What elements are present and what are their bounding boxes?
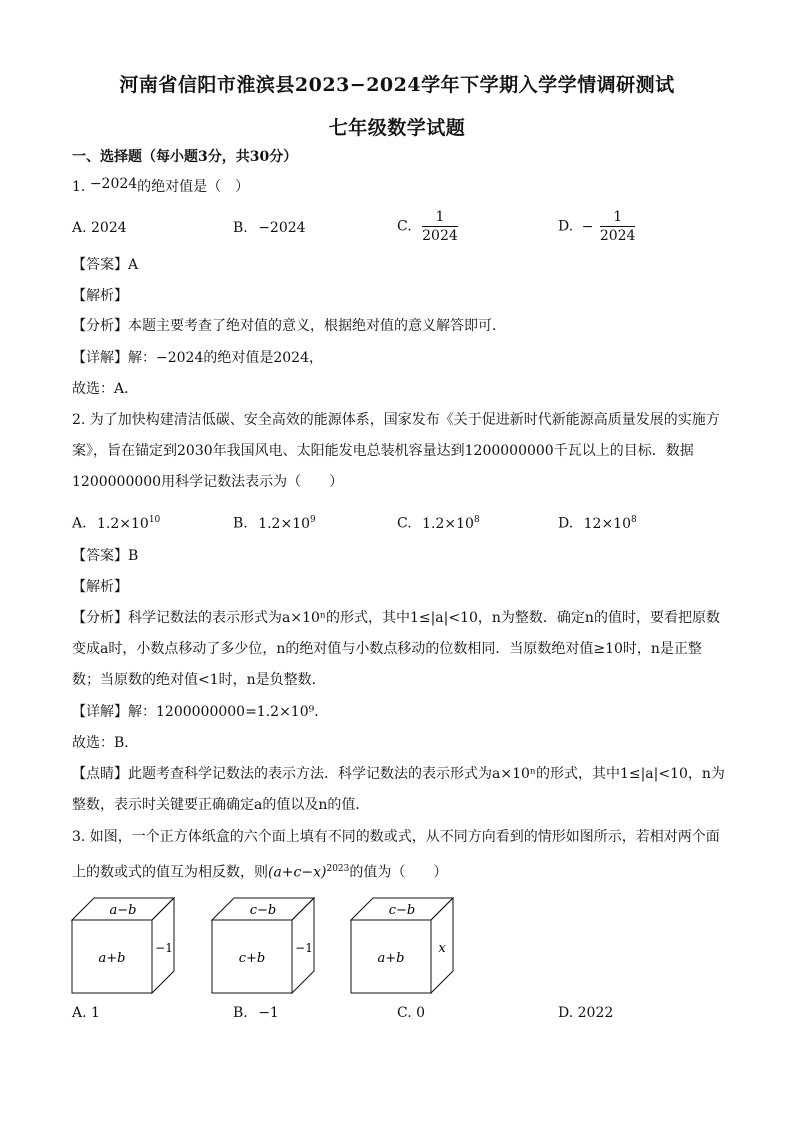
q1-stem-math: −2024 [89,176,138,192]
q1-analysis-heading: 【解析】 [72,288,128,304]
q1-stem-text: 的绝对值是（ ） [137,179,250,195]
q2-detail: 【详解】解：1200000000=1.2×10⁹． [72,704,329,720]
q2-choose: 故选：B． [72,735,139,751]
exam-title: 河南省信阳市淮滨县2023−2024学年下学期入学学情调研测试 [119,74,675,96]
q3-option-a: A. 1 [72,1005,100,1021]
q1-option-d: D. − $\frac{1}{2024}$ [558,209,636,244]
cube-2-front-label: c+b [238,951,266,966]
exam-subtitle: 七年级数学试题 [328,117,466,139]
cube-3-top-label: c−b [388,903,416,918]
q3-option-d: D. 2022 [558,1005,614,1021]
q1-analysis: 【分析】本题主要考查了绝对值的意义，根据绝对值的意义解答即可． [72,318,506,334]
cube-3 [351,898,453,993]
q1-option-c-fraction: $\frac{1}{2024}$ [422,209,458,244]
q2-analysis-line2: 变成a时，小数点移动了多少位，n的绝对值与小数点移动的位数相同．当原数绝对值≥10时，n是正整 [72,641,702,657]
q2-stem-line1: 2. 为了加快构建清洁低碳、安全高效的能源体系，国家发布《关于促进新时代新能源高质量发展的实施方 [72,412,720,428]
q2-option-c: C. $1.2\times 10^8$ [397,515,480,532]
q3-stem-line1: 3. 如图，一个正方体纸盒的六个面上填有不同的数或式，从不同方向看到的情形如图所示，若相对两个面 [72,829,720,845]
q2-comment-line1: 【点睛】此题考查科学记数法的表示方法．科学记数法的表示形式为a×10ⁿ的形式，其中1≤|a|<10，n为 [72,766,725,782]
q1-number: 1. [72,179,86,195]
q3-cubes-figure [60,890,480,1000]
q1-option-c: C. $\frac{1}{2024}$ [397,209,458,244]
cube-2 [212,898,314,993]
q1-detail: 【详解】解：−2024的绝对值是2024， [72,350,323,366]
q1-option-b: B. −2024 [233,220,306,236]
q3-expression: (a+c−x) [268,864,327,881]
q2-analysis-line3: 数；当原数的绝对值<1时，n是负整数． [72,672,326,688]
q1-option-d-fraction: $\frac{1}{2024}$ [599,209,636,244]
cube-3-front-label: a+b [377,951,405,966]
cube-1-front-label: a+b [98,951,126,966]
cube-3-side-label: x [438,941,446,956]
cube-1 [72,898,174,993]
q1-stem [72,177,249,197]
q3-option-b: B. −1 [233,1005,279,1021]
q2-option-a: A. $1.2\times 10^{10}$ [72,515,161,532]
q1-answer: 【答案】A [72,257,139,273]
cube-2-top-label: c−b [249,903,277,918]
section-heading: 一、选择题（每小题3分，共30分） [72,149,298,165]
q3-stem-line2: 上的数或式的值互为相反数，则$(a+c-x)^{2023}$的值为（ ） [72,864,448,881]
cube-2-side-label: −1 [295,941,313,955]
cube-1-top-label: a−b [109,903,137,918]
q2-analysis-heading: 【解析】 [72,579,128,595]
q2-stem-line3: 1200000000用科学记数法表示为（ ） [72,474,344,490]
cube-1-side-label: −1 [155,941,173,955]
q2-comment-line2: 整数，表示时关键要正确确定a的值以及n的值． [72,797,370,813]
q2-option-d: D. $12\times 10^8$ [558,515,637,532]
q2-analysis-line1: 【分析】科学记数法的表示形式为a×10ⁿ的形式，其中1≤|a|<10，n为整数．确定n的值时，要看把原数 [72,610,720,626]
q3-option-c: C. 0 [397,1005,426,1021]
q2-option-b: B. $1.2\times 10^9$ [233,515,316,532]
q2-answer: 【答案】B [72,548,139,564]
q1-choose: 故选：A． [72,381,139,397]
q1-option-a: A. 2024 [72,220,127,236]
q2-stem-line2: 案》，旨在锚定到2030年我国风电、太阳能发电总装机容量达到1200000000千瓦以上的目标．数据 [72,443,694,459]
